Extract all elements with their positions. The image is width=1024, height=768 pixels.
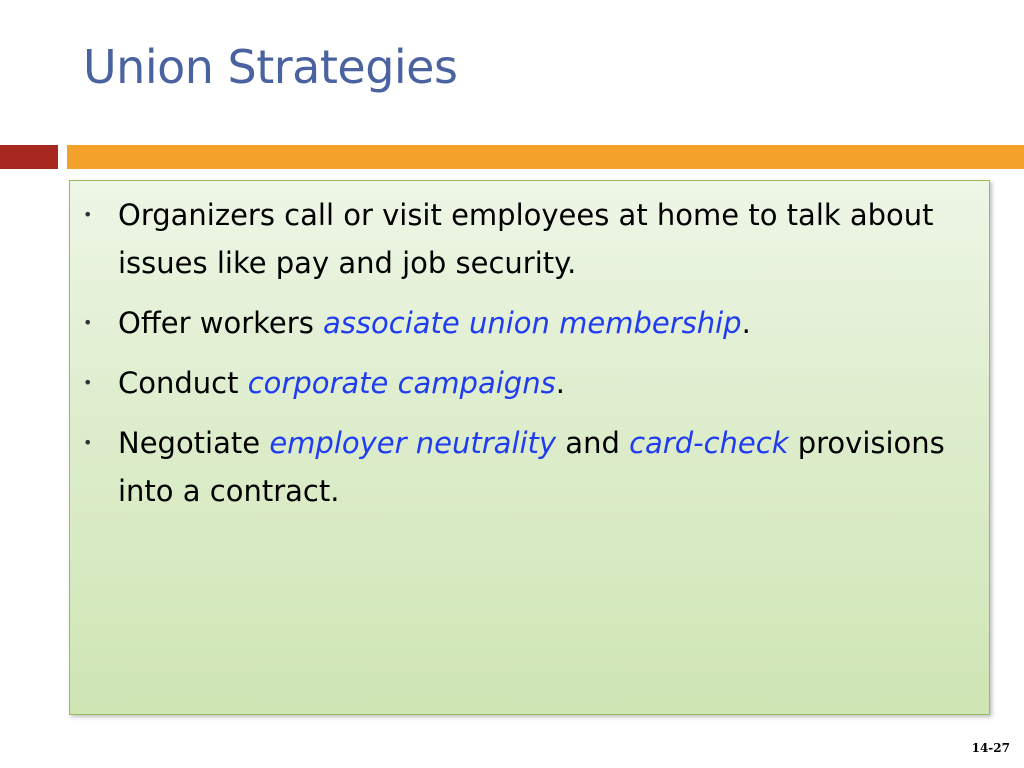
key-term: corporate campaigns <box>247 366 556 400</box>
key-term: employer neutrality <box>269 426 557 460</box>
title-divider-accent-red <box>0 145 58 169</box>
bullet-text: . <box>741 306 751 340</box>
bullet-dot-icon: • <box>83 313 93 332</box>
bullet-text: and <box>556 426 630 460</box>
bullet-item-negotiate <box>70 419 989 515</box>
bullet-item-associate-membership <box>70 299 989 347</box>
page-number: 14-27 <box>971 741 1010 755</box>
bullet-list <box>70 191 989 527</box>
bullet-text: provisions into a contract. <box>118 426 945 508</box>
bullet-text: Negotiate <box>118 426 270 460</box>
key-term: card-check <box>629 426 789 460</box>
bullet-dot-icon: • <box>83 205 93 224</box>
bullet-dot-icon: • <box>83 373 93 392</box>
bullet-item-organizers <box>70 191 989 287</box>
bullet-text: . <box>555 366 565 400</box>
bullet-text: Offer workers <box>118 306 324 340</box>
bullet-text: Organizers call or visit employees at home to talk about issues like pay and job security. <box>118 198 934 280</box>
key-term: associate union membership <box>323 306 742 340</box>
bullet-item-corporate-campaigns <box>70 359 989 407</box>
bullet-text: Conduct <box>118 366 248 400</box>
content-box <box>69 180 990 715</box>
bullet-dot-icon: • <box>83 433 93 452</box>
title-divider-accent-orange <box>67 145 1024 169</box>
slide-title: Union Strategies <box>83 40 458 94</box>
